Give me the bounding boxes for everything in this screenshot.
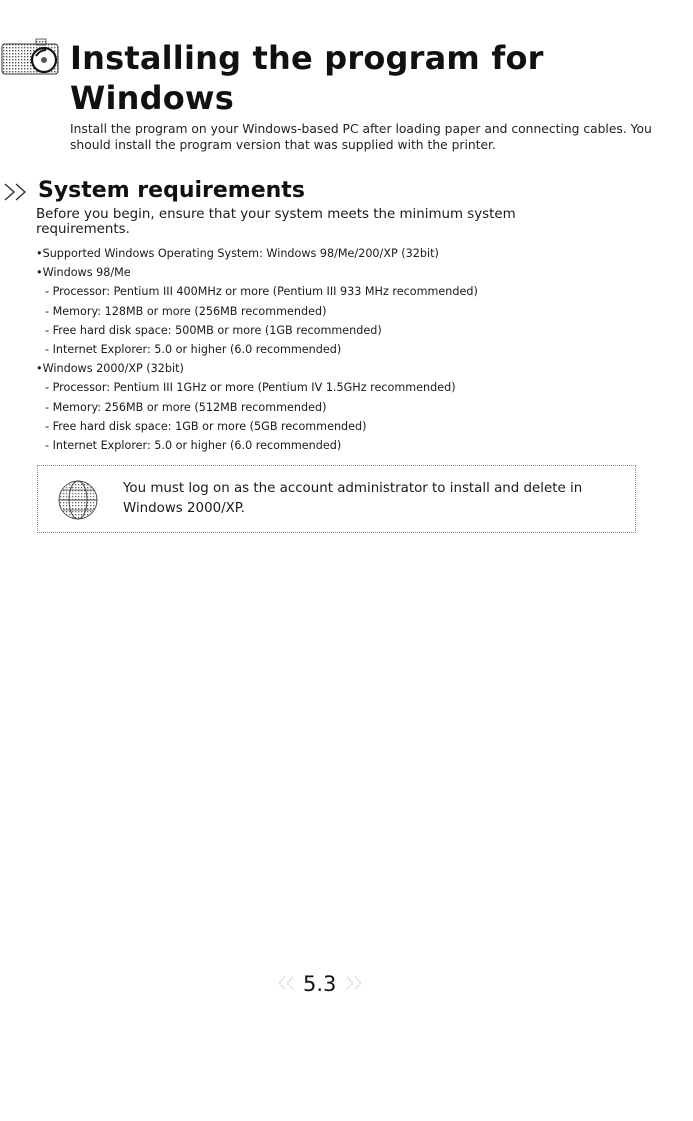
right-chevron-icon [344,974,364,992]
requirement-item: - Processor: Pentium III 400MHz or more (Pentium III 933 MHz recommended) [45,285,478,299]
requirement-item: •Windows 98/Me [36,266,131,280]
left-chevron-icon [276,974,296,992]
note-box [37,465,636,533]
requirement-item: - Free hard disk space: 500MB or more (1GB recommended) [45,323,382,337]
requirement-item: - Free hard disk space: 1GB or more (5GB recommended) [45,419,367,433]
page-title [70,38,544,118]
page-number: 5.3 [303,972,337,996]
requirement-item: •Supported Windows Operating System: Windows 98/Me/200/XP (32bit) [36,247,439,260]
double-chevron-icon [2,181,34,203]
page-title-line2: Windows [70,79,234,117]
requirement-item: - Internet Explorer: 5.0 or higher (6.0 recommended) [45,438,342,452]
requirement-item: - Processor: Pentium III 1GHz or more (Pentium IV 1.5GHz recommended) [45,381,456,395]
requirement-item: - Internet Explorer: 5.0 or higher (6.0 recommended) [45,342,342,356]
intro-paragraph: Install the program on your Windows-based PC after loading paper and connecting cables. You should install the program version that was supplied with the printer. [70,122,652,152]
note-globe-icon [54,478,102,522]
cd-disc-icon [0,38,60,78]
note-text: You must log on as the account administrator to install and delete in Windows 2000/XP. [123,481,583,516]
requirements-list [36,244,656,455]
section-intro: Before you begin, ensure that your system meets the minimum system requirements. [36,207,516,237]
page-number-group [276,968,376,1000]
page-title-line1: Installing the program for [70,39,544,77]
requirement-item: - Memory: 256MB or more (512MB recommended) [45,400,327,414]
requirement-item: - Memory: 128MB or more (256MB recommended) [45,304,327,318]
section-heading: System requirements [38,178,305,203]
requirement-item: •Windows 2000/XP (32bit) [36,362,184,376]
